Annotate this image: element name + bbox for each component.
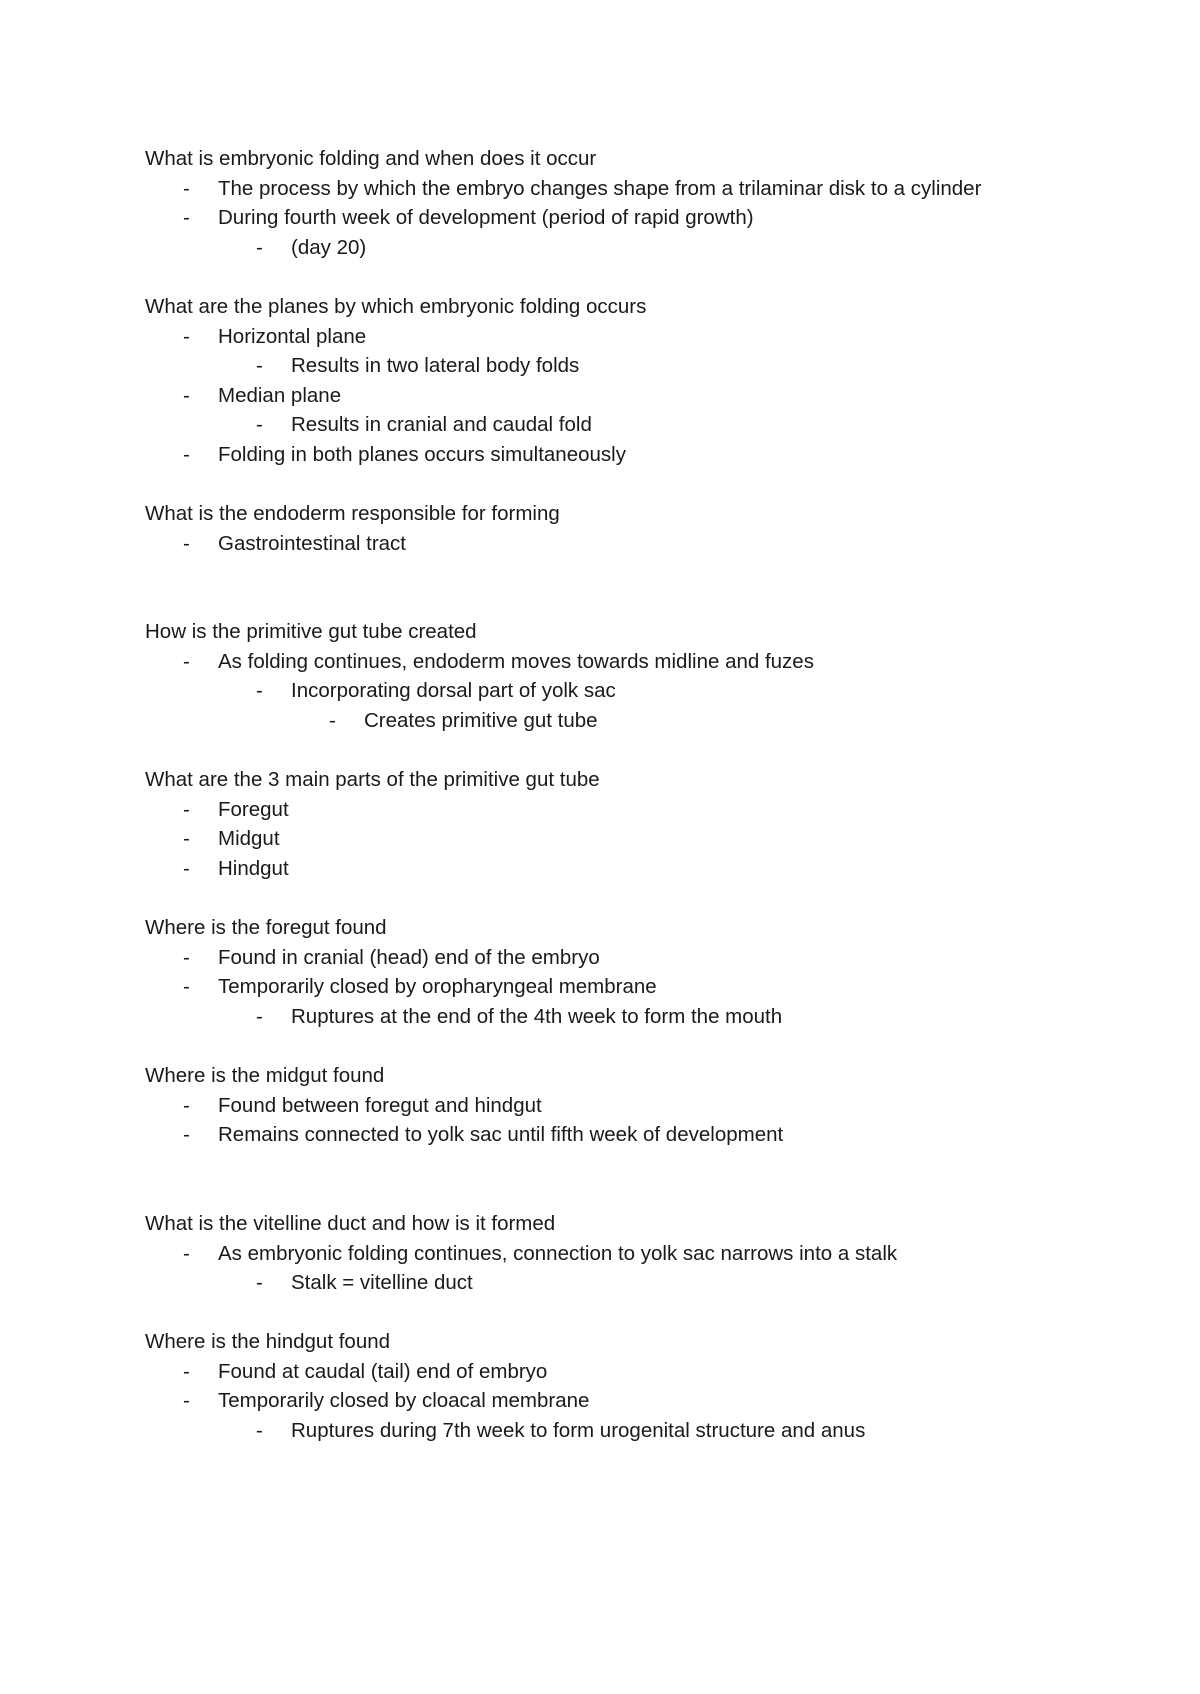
bullet-dash: - <box>183 1389 190 1412</box>
bullet-text: Temporarily closed by oropharyngeal membrane <box>218 975 657 998</box>
question-heading: What are the 3 main parts of the primitive gut tube <box>145 768 600 791</box>
bullet-dash: - <box>183 945 190 969</box>
bullet-dash: - <box>256 679 263 702</box>
bullet-text: Foregut <box>218 797 289 821</box>
question-heading: What is the vitelline duct and how is it formed <box>145 1212 556 1235</box>
bullet-dash: - <box>183 324 190 348</box>
bullet-item <box>145 824 1145 854</box>
bullet-text: Found between foregut and hindgut <box>218 1093 542 1117</box>
bullet-text: Ruptures during 7th week to form urogenital structure and anus <box>291 1418 866 1442</box>
sub-bullet-item <box>145 410 1145 440</box>
question-heading: How is the primitive gut tube created <box>145 620 477 643</box>
bullet-item <box>145 529 1145 559</box>
bullet-dash: - <box>183 1241 190 1265</box>
bullet-dash: - <box>183 1123 190 1146</box>
bullet-item <box>145 322 1145 352</box>
bullet-item <box>145 943 1145 973</box>
bullet-item <box>145 381 1145 411</box>
sub-bullet-item <box>145 233 1145 263</box>
bullet-text: Results in cranial and caudal fold <box>291 413 592 436</box>
bullet-item <box>145 174 1145 204</box>
bullet-item <box>145 1091 1145 1121</box>
question-heading: What is embryonic folding and when does it occur <box>145 147 597 170</box>
bullet-text: Stalk = vitelline duct <box>291 1271 473 1294</box>
bullet-text: Gastrointestinal tract <box>218 531 406 555</box>
bullet-item <box>145 1357 1145 1387</box>
section-folding-planes <box>145 292 1145 469</box>
bullet-text: As embryonic folding continues, connection to yolk sac narrows into a stalk <box>218 1241 898 1265</box>
bullet-item <box>145 1120 1145 1150</box>
bullet-item <box>145 203 1145 233</box>
bullet-text: Horizontal plane <box>218 324 367 348</box>
bullet-dash: - <box>183 1093 190 1117</box>
bullet-item <box>145 647 1145 677</box>
question-heading: Where is the foregut found <box>145 916 387 939</box>
bullet-text: Results in two lateral body folds <box>291 354 580 377</box>
bullet-dash: - <box>183 856 190 880</box>
bullet-item <box>145 972 1145 1002</box>
bullet-dash: - <box>183 827 190 850</box>
bullet-dash: - <box>183 442 190 466</box>
sub-bullet-item <box>145 1416 1145 1446</box>
bullet-dash: - <box>256 235 263 259</box>
bullet-item <box>145 1386 1145 1416</box>
bullet-dash: - <box>183 797 190 821</box>
section-foregut <box>145 913 1145 1031</box>
bullet-dash: - <box>183 1359 190 1383</box>
bullet-text: Found at caudal (tail) end of embryo <box>218 1359 548 1383</box>
sub-bullet-item <box>145 676 1145 706</box>
bullet-text: Median plane <box>218 383 342 407</box>
bullet-dash: - <box>329 708 336 732</box>
bullet-dash: - <box>256 354 263 377</box>
sub-bullet-item <box>145 1002 1145 1032</box>
section-vitelline-duct <box>145 1209 1145 1298</box>
bullet-text: Temporarily closed by cloacal membrane <box>218 1389 590 1412</box>
bullet-text: Remains connected to yolk sac until fifth week of development <box>218 1123 784 1146</box>
bullet-text: Midgut <box>218 827 280 850</box>
bullet-dash: - <box>183 176 190 200</box>
bullet-text: Found in cranial (head) end of the embryo <box>218 945 600 969</box>
bullet-text: Ruptures at the end of the 4th week to form the mouth <box>291 1004 783 1028</box>
bullet-text: (day 20) <box>291 235 367 259</box>
bullet-item <box>145 795 1145 825</box>
bullet-dash: - <box>183 975 190 998</box>
section-midgut <box>145 1061 1145 1150</box>
bullet-dash: - <box>256 1271 263 1294</box>
bullet-item <box>145 854 1145 884</box>
question-heading: Where is the midgut found <box>145 1064 385 1087</box>
bullet-dash: - <box>183 206 190 229</box>
bullet-text: During fourth week of development (period of rapid growth) <box>218 206 754 229</box>
bullet-text: As folding continues, endoderm moves towards midline and fuzes <box>218 649 814 673</box>
bullet-text: Folding in both planes occurs simultaneously <box>218 442 626 466</box>
section-hindgut <box>145 1327 1145 1445</box>
bullet-dash: - <box>256 413 263 436</box>
bullet-item <box>145 1239 1145 1269</box>
question-heading: Where is the hindgut found <box>145 1330 391 1353</box>
sub-bullet-item <box>145 1268 1145 1298</box>
question-heading: What are the planes by which embryonic folding occurs <box>145 295 647 318</box>
sub-bullet-item <box>145 351 1145 381</box>
bullet-text: Hindgut <box>218 856 289 880</box>
bullet-item <box>145 440 1145 470</box>
section-gut-parts <box>145 765 1145 883</box>
bullet-dash: - <box>183 531 190 555</box>
bullet-text: Incorporating dorsal part of yolk sac <box>291 679 616 702</box>
sub-sub-bullet-item <box>145 706 1145 736</box>
bullet-dash: - <box>183 383 190 407</box>
section-endoderm <box>145 499 1145 558</box>
bullet-text: The process by which the embryo changes shape from a trilaminar disk to a cylinder <box>218 176 982 200</box>
section-embryonic-folding <box>145 144 1145 262</box>
bullet-text: Creates primitive gut tube <box>364 708 598 732</box>
section-primitive-gut-tube <box>145 617 1145 735</box>
bullet-dash: - <box>183 649 190 673</box>
question-heading: What is the endoderm responsible for forming <box>145 502 560 525</box>
bullet-dash: - <box>256 1418 263 1442</box>
bullet-dash: - <box>256 1004 263 1028</box>
